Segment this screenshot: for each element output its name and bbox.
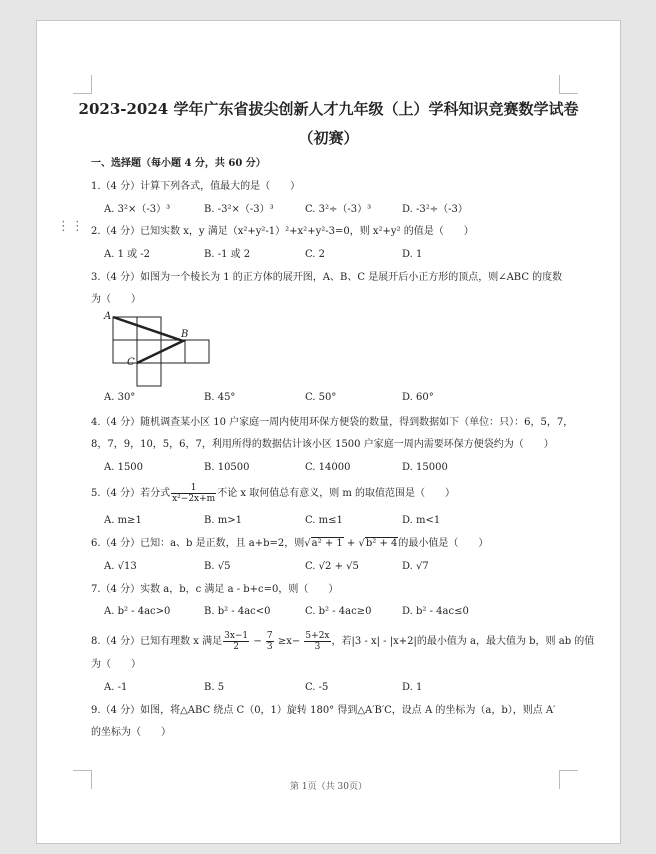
option-c[interactable]: C. √2 + √5 [305,561,359,572]
option-d[interactable]: D. 15000 [402,462,448,473]
fraction: $\frac{1}{\text{x²−2x+m}}$ [172,483,216,504]
question-2-options [104,248,604,262]
label-c: C [127,357,135,368]
question-3-options [104,391,604,405]
question-3-stem-cont: 为（ ） [91,294,141,305]
sqrt-expression: b² + 4 [365,538,398,549]
fraction: $\frac{5+2x}{3}$ [305,631,330,652]
option-b[interactable]: B. 45° [204,392,236,403]
option-b[interactable]: B. -1 或 2 [204,249,251,260]
option-d[interactable]: D. 1 [402,682,423,693]
drag-handle-icon[interactable]: ⋮⋮ [57,219,85,234]
question-2-stem: 2.（4 分）已知实数 x，y 满足（x²+y²-1）²+x²+y²-3=0，则 x²+y² 的值是（ ） [91,226,474,237]
option-c[interactable]: C. b² - 4ac≥0 [305,606,372,617]
option-d[interactable]: D. 1 [402,249,423,260]
label-a: A [104,311,112,322]
exam-subtitle: （初赛） [298,129,359,147]
question-6-stem: 6.（4 分）已知：a、b 是正数，且 a+b=2，则√a² + 1 + √b² + 4的最小值是（ ） [91,538,489,549]
option-b[interactable]: B. √5 [204,561,231,572]
question-9-stem: 9.（4 分）如图，将△ABC 绕点 C（0，1）旋转 180° 得到△A′B′C，设点 A 的坐标为（a，b），则点 A′ [91,705,556,716]
exam-title: 2023-2024 学年广东省拔尖创新人才九年级（上）学科知识竞赛数学试卷 [78,100,579,118]
section-heading: 一、选择题（每小题 4 分，共 60 分） [91,158,266,169]
option-d[interactable]: D. 60° [402,392,434,403]
option-c[interactable]: C. m≤1 [305,515,343,526]
option-c[interactable]: C. 2 [305,249,326,260]
option-a[interactable]: A. m≥1 [104,515,142,526]
question-8-stem-cont: 为（ ） [91,659,141,670]
option-a[interactable]: A. 3²×（-3）³ [104,204,171,215]
net-square [185,340,209,363]
net-square [137,340,161,363]
fraction: $\frac{3x-1}{2}$ [224,631,249,652]
question-9-stem-cont: 的坐标为（ ） [91,727,171,738]
question-5-options [104,514,604,528]
option-a[interactable]: A. 30° [104,392,136,403]
question-1-options [104,203,604,217]
net-square [161,340,185,363]
option-d[interactable]: D. b² - 4ac≤0 [402,606,469,617]
option-c[interactable]: C. 3²÷（-3）³ [305,204,372,215]
question-1-stem: 1.（4 分）计算下列各式，值最大的是（ ） [91,181,301,192]
option-b[interactable]: B. b² - 4ac<0 [204,606,271,617]
option-d[interactable]: D. m<1 [402,515,441,526]
question-8-options [104,681,604,695]
question-3-stem: 3.（4 分）如图为一个棱长为 1 的正方体的展开图，A、B、C 是展开后小正方形的顶点，则∠ABC 的度数 [91,272,563,283]
label-b: B [181,329,189,340]
question-4-stem-cont: 8，7，9，10，5，6，7，利用所得的数据估计该小区 1500 户家庭一周内需要环保方便袋约为（ ） [91,439,554,450]
option-c[interactable]: C. -5 [305,682,329,693]
option-a[interactable]: A. 1500 [104,462,144,473]
option-d[interactable]: D. -3²÷（-3） [402,204,468,215]
option-c[interactable]: C. 14000 [305,462,351,473]
option-b[interactable]: B. 5 [204,682,225,693]
question-7-stem: 7.（4 分）实数 a，b，c 满足 a - b+c=0，则（ ） [91,584,339,595]
cube-net-figure [91,309,211,389]
question-7-options [104,605,604,619]
question-4-stem: 4.（4 分）随机调查某小区 10 户家庭一周内使用环保方便袋的数量，得到数据如下（单位：只）：6，5，7， [91,417,574,428]
page-footer: 第 1页（共 30页） [290,782,367,792]
option-b[interactable]: B. m>1 [204,515,242,526]
margin-corner-top-left [73,75,92,94]
net-square [137,363,161,386]
option-b[interactable]: B. -3²×（-3）³ [204,204,274,215]
option-a[interactable]: A. 1 或 -2 [104,249,151,260]
option-a[interactable]: A. √13 [104,561,137,572]
document-page [36,20,621,844]
question-5-stem: 5.（4 分）若分式 $\frac{1}{\text{x²−2x+m}}$ 不论 x 取何值总有意义，则 m 的取值范围是（ ） [91,483,456,504]
fraction: $\frac{7}{3}$ [266,631,273,652]
option-a[interactable]: A. b² - 4ac>0 [104,606,171,617]
option-b[interactable]: B. 10500 [204,462,250,473]
sqrt-expression: a² + 1 [311,538,343,549]
option-c[interactable]: C. 50° [305,392,337,403]
option-a[interactable]: A. -1 [104,682,128,693]
option-d[interactable]: D. √7 [402,561,429,572]
question-4-options [104,461,604,475]
margin-corner-top-right [559,75,578,94]
question-8-stem: 8.（4 分）已知有理数 x 满足 $\frac{3x-1}{2}$ − $\frac{7}{3}$ ≥x− $\frac{5+2x}{3}$ ，若|3 - x| - |x+2|的最小值为 a，最大值为 b，则 ab 的值 [91,631,595,652]
question-6-options [104,560,604,574]
